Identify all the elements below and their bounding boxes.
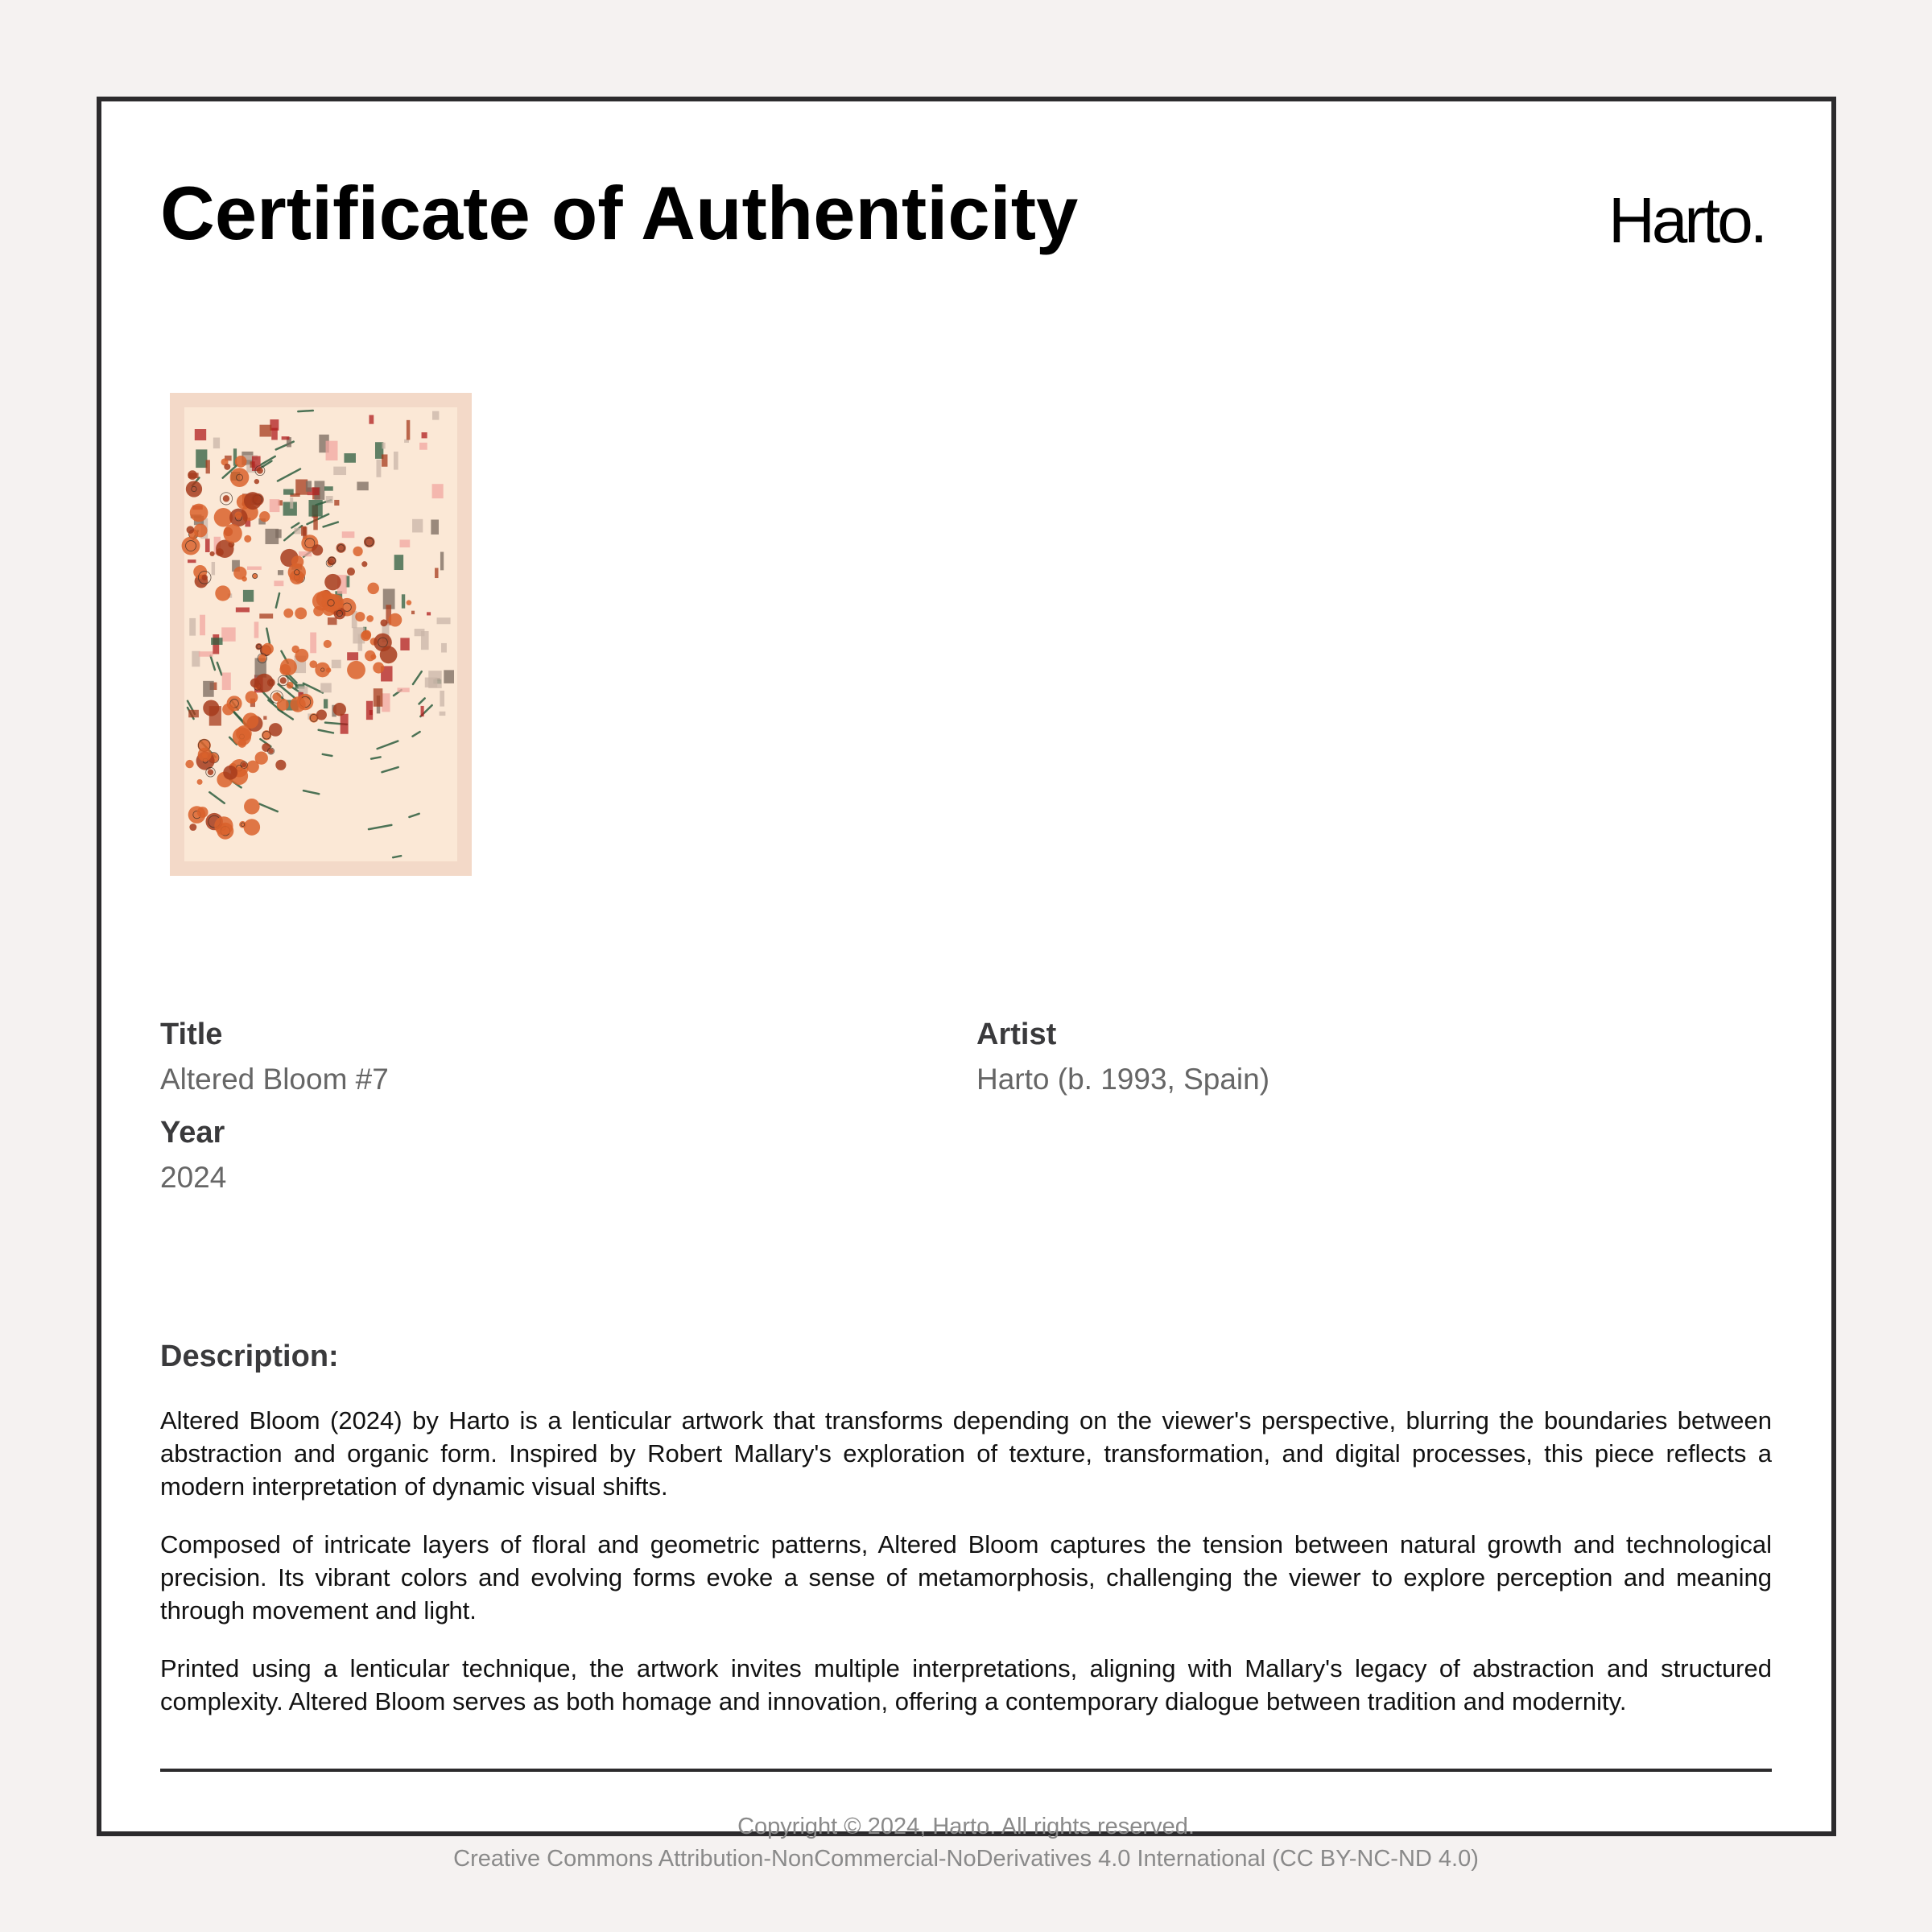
artwork-mark (188, 710, 199, 717)
artwork-mark (223, 495, 229, 502)
artwork-mark (269, 723, 283, 737)
artwork-mark (189, 618, 196, 636)
artwork-mark (421, 706, 424, 716)
artwork-mark (254, 479, 259, 484)
artwork-mark (295, 608, 307, 620)
artwork-mark (366, 615, 374, 622)
artwork-mark (328, 617, 337, 625)
artwork-mark (206, 460, 210, 473)
title-label: Title (160, 1018, 223, 1051)
artwork-mark (308, 500, 322, 517)
artwork-mark (194, 523, 208, 537)
artwork-mark (347, 661, 365, 679)
artwork-mark (280, 658, 297, 675)
year-label: Year (160, 1116, 225, 1150)
artwork-mark (234, 511, 242, 518)
artwork-mark (419, 443, 427, 450)
artwork-mark (268, 749, 274, 754)
artwork-mark (374, 634, 392, 652)
artwork-mark (259, 511, 270, 522)
artwork-mark (324, 699, 328, 708)
artwork-mark (320, 683, 331, 692)
artwork-mark (324, 486, 333, 490)
artwork-mark (324, 574, 341, 591)
artwork-mark (428, 671, 441, 688)
artwork-mark (398, 687, 410, 692)
artwork-mark (412, 519, 423, 533)
description-paragraph: Printed using a lenticular technique, the artwork invites multiple interpretations, aligning with Mallary's legacy of abstraction and structured complexity. Altered Bloom serves as both homage and innovation, offering a contemporary dialogue between tradition and modernity. (160, 1654, 1772, 1715)
artwork-mark (197, 807, 208, 818)
artwork-mark (237, 739, 246, 748)
artwork-mark (195, 429, 206, 440)
footer-divider (160, 1769, 1772, 1772)
artwork-mark (362, 630, 372, 640)
artwork-mark (263, 716, 266, 720)
artwork-mark (213, 438, 220, 449)
artwork-mark (326, 496, 333, 503)
artwork-mark (257, 468, 263, 474)
artwork-mark (242, 762, 246, 767)
artwork-mark (377, 460, 382, 477)
artwork-mark (367, 583, 378, 594)
artwork-mark (369, 710, 373, 715)
artwork-mark (431, 519, 439, 534)
artwork-mark (223, 766, 237, 780)
artwork-mark (422, 432, 427, 438)
artwork-mark (243, 590, 254, 602)
artwork-mark (282, 436, 290, 440)
artwork-mark (310, 633, 316, 654)
copyright-text: Copyright © 2024, Harto. All rights reserved. (737, 1814, 1195, 1839)
artwork-mark (400, 539, 411, 547)
artwork-mark (407, 600, 412, 605)
artwork-mark (440, 712, 446, 716)
artwork-mark (186, 481, 202, 497)
artwork-mark (382, 693, 390, 712)
artwork-mark (301, 526, 306, 536)
artwork-mark (290, 696, 305, 712)
artwork-mark (389, 613, 402, 627)
artwork-mark (361, 561, 367, 567)
artwork-mark (203, 700, 219, 716)
artwork-mark (400, 638, 409, 650)
artwork-mark (254, 621, 259, 638)
artwork-mark (239, 821, 246, 828)
artwork-mark (280, 677, 287, 683)
artwork-mark (394, 555, 403, 570)
artwork-mark (324, 640, 332, 648)
artwork-mark (221, 627, 235, 641)
artwork-mark (215, 585, 230, 601)
artwork-mark (200, 615, 205, 636)
artwork-mark (211, 638, 222, 645)
artwork-mark (427, 612, 431, 615)
artwork-mark (236, 608, 250, 613)
license-text: Creative Commons Attribution-NonCommercial-NoDerivatives 4.0 International (CC BY-NC-ND 4.0) (453, 1846, 1479, 1872)
artwork-mark (344, 453, 356, 463)
artwork-mark (270, 499, 280, 512)
artwork-mark (432, 484, 444, 498)
artwork-mark (246, 691, 258, 704)
artwork-mark (278, 570, 283, 575)
artwork-mark (299, 551, 312, 556)
artwork-mark (185, 760, 193, 768)
artwork-mark (355, 612, 365, 621)
artwork-mark (382, 443, 385, 449)
artwork-mark (373, 663, 384, 674)
artwork-mark (199, 651, 213, 657)
description-paragraph: Composed of intricate layers of floral and geometric patterns, Altered Bloom captures the tension between natural growth and technological precision. Its vibrant colors and evolving forms evoke a sense of metamorphosis, challenging the viewer to explore perception and meaning through movement and light. (160, 1530, 1772, 1624)
artwork-mark (347, 652, 358, 660)
page-title: Certificate of Authenticity (160, 171, 1079, 255)
artwork-canvas (170, 393, 472, 876)
artwork-mark (224, 464, 230, 470)
artwork-mark (394, 452, 398, 470)
description-heading: Description: (160, 1340, 339, 1373)
artwork-mark (411, 611, 415, 614)
artwork-mark (190, 504, 208, 522)
artwork-mark (333, 703, 346, 716)
artwork-mark (441, 643, 447, 653)
artwork-mark (235, 456, 247, 468)
artwork-mark (277, 699, 289, 711)
artwork-mark (210, 551, 215, 556)
artwork-mark (187, 526, 195, 534)
artwork-mark (287, 682, 294, 689)
artwork-image (170, 393, 472, 876)
artwork-mark (312, 544, 323, 555)
artwork-mark (242, 712, 258, 729)
artwork-mark (315, 663, 330, 678)
artwork-mark (182, 537, 200, 555)
artwork-mark (415, 629, 425, 636)
brand-logo: Harto. (1608, 184, 1765, 256)
artwork-mark (246, 761, 259, 774)
description-paragraph: Altered Bloom (2024) by Harto is a lenticular artwork that transforms depending on the viewer's perspective, blurring the boundaries between abstraction and organic form. Inspired by Robert Mallary's exploration of texture, transformation, and digital processes, this piece reflects a modern interpretation of dynamic visual shifts. (160, 1406, 1772, 1501)
artwork-mark (374, 688, 383, 707)
artwork-mark (334, 500, 339, 506)
certificate-frame (97, 97, 1836, 1872)
artwork-mark (342, 531, 355, 538)
artwork-mark (247, 567, 262, 570)
artist-value: Harto (b. 1993, Spain) (976, 1063, 1270, 1096)
artwork-mark (250, 679, 259, 687)
artwork-mark (244, 535, 251, 543)
artwork-mark (440, 552, 444, 571)
artwork-mark (332, 660, 341, 668)
artwork-mark (444, 670, 454, 683)
artist-label: Artist (976, 1018, 1057, 1051)
artwork-mark (259, 613, 273, 618)
artwork-mark (365, 650, 376, 662)
artwork-mark (341, 714, 349, 734)
artwork-mark (440, 691, 444, 707)
artwork-mark (197, 779, 203, 785)
artwork-mark (353, 547, 362, 556)
artwork-mark (326, 441, 338, 460)
artwork-mark (380, 619, 387, 626)
artwork-mark (283, 609, 293, 618)
artwork-mark (347, 568, 355, 576)
artwork-mark (223, 524, 242, 543)
artwork-mark (214, 816, 233, 835)
artwork-mark (208, 769, 214, 775)
artwork-mark (258, 654, 266, 663)
artwork-mark (222, 672, 231, 690)
artwork-mark (244, 492, 262, 510)
artwork-mark (188, 559, 196, 563)
title-value: Altered Bloom #7 (160, 1063, 389, 1096)
artwork-mark (306, 481, 312, 491)
artwork-mark (262, 643, 274, 655)
artwork-mark (205, 539, 210, 552)
artwork-mark (432, 411, 439, 420)
year-value: 2024 (160, 1161, 227, 1194)
artwork-mark (274, 580, 283, 586)
artwork-mark (435, 568, 438, 578)
artwork-mark (275, 529, 281, 538)
artwork-mark (222, 704, 234, 716)
artwork-mark (259, 425, 271, 437)
description-body (160, 1404, 1772, 1743)
artwork-mark (369, 415, 374, 424)
artwork-mark (357, 481, 368, 490)
artwork-mark (437, 617, 451, 624)
artwork-mark (189, 824, 196, 831)
artwork-mark (230, 468, 250, 487)
artwork-mark (196, 449, 207, 468)
artwork-mark (333, 467, 346, 475)
artwork-mark (244, 799, 260, 815)
artwork-mark (321, 593, 340, 612)
artwork-mark (295, 649, 309, 663)
artwork-mark (216, 548, 224, 556)
artwork-mark (201, 575, 207, 580)
artwork-mark (402, 594, 405, 608)
artwork-mark (275, 760, 286, 770)
artwork-mark (202, 753, 208, 758)
artwork-mark (212, 562, 215, 575)
artwork-mark (382, 454, 387, 466)
artwork-mark (233, 567, 246, 580)
artwork-mark (203, 681, 214, 697)
artwork-mark (244, 819, 261, 836)
artwork-mark (291, 555, 303, 568)
artwork-mark (316, 709, 327, 720)
artwork-mark (313, 514, 317, 530)
artwork-mark (290, 497, 293, 509)
artwork-mark (188, 470, 197, 480)
artwork-mark (283, 489, 294, 495)
artwork-mark (407, 420, 410, 440)
artwork-mark (328, 556, 336, 565)
